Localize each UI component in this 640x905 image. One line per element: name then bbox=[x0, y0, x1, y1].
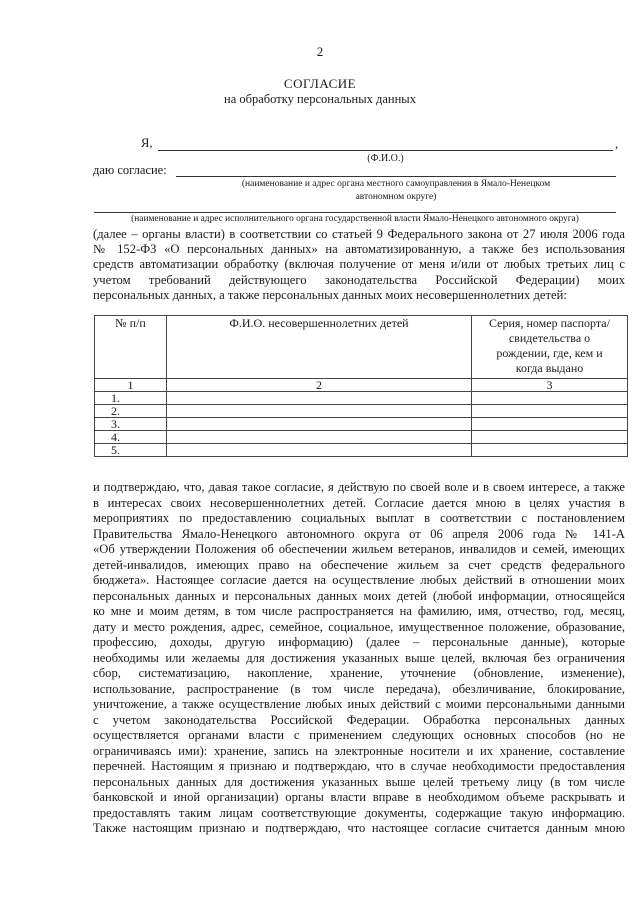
document-cell[interactable] bbox=[472, 405, 628, 418]
child-name-cell[interactable] bbox=[167, 444, 472, 457]
numbering-cell: 3 bbox=[472, 379, 628, 392]
row-number: 2. bbox=[95, 405, 167, 418]
org-caption-line1: (наименование и адрес органа местного самоуправления в Ямало-Ненецком bbox=[241, 179, 551, 189]
body-line: бюджета». Настоящее согласие дается на осуществление любых действий в отношении моих bbox=[93, 573, 625, 587]
table-numbering-row bbox=[95, 379, 628, 392]
body-line: сбор, систематизацию, накопление, хранение, уточнение (обновление, изменение), bbox=[93, 666, 625, 680]
header-child-name: Ф.И.О. несовершеннолетних детей bbox=[167, 316, 472, 379]
org-field-line[interactable] bbox=[176, 176, 616, 177]
body-line: уничтожение, а также осуществление любых иных действий с моими персональными данными bbox=[93, 697, 625, 711]
header-number: № п/п bbox=[95, 316, 167, 379]
intro-line: учетом требований действующего законодательства Российской Федерации) моих bbox=[93, 272, 625, 287]
intro-line: № 152-ФЗ «О персональных данных» на автоматизированную, а также без использования bbox=[93, 242, 625, 257]
header-document: Серия, номер паспорта/свидетельства о рождении, где, кем и когда выдано bbox=[472, 316, 628, 379]
document-title: СОГЛАСИЕ bbox=[283, 76, 357, 91]
table-header-row bbox=[95, 316, 628, 379]
body-line: и подтверждаю, что, давая такое согласие, я действую по своей воле и в своем интересе, а также bbox=[93, 480, 625, 494]
body-line: банковской и иной организации) органы власти вправе в необходимом объеме раскрывать и bbox=[93, 790, 625, 804]
body-line: осуществляется органами власти с применением следующих основных способов (но не bbox=[93, 728, 625, 742]
intro-line: (далее – органы власти) в соответствии со статьей 9 Федерального закона от 27 июля 2006 года bbox=[93, 227, 625, 241]
page-number: 2 bbox=[316, 44, 324, 59]
numbering-cell: 1 bbox=[95, 379, 167, 392]
document-cell[interactable] bbox=[472, 444, 628, 457]
body-line: перечней. Настоящим я признаю и подтверждаю, что в случае необходимости предоставления bbox=[93, 759, 625, 773]
fio-trailing-comma: , bbox=[615, 137, 619, 151]
fio-caption: (Ф.И.О.) bbox=[367, 153, 404, 164]
child-name-cell[interactable] bbox=[167, 405, 472, 418]
consent-label: даю согласие: bbox=[93, 163, 167, 177]
children-table bbox=[94, 315, 628, 457]
body-line: детей-инвалидов, имеющих право на обеспечение жильем за счет средств федерального bbox=[93, 557, 625, 572]
document-cell[interactable] bbox=[472, 418, 628, 431]
body-line: мероприятиях по предоставлению социальных выплат в соответствии с постановлением bbox=[93, 511, 625, 525]
row-number: 5. bbox=[95, 444, 167, 457]
body-line: Правительства Ямало-Ненецкого автономного округа от 06 апреля 2006 года № 141-А bbox=[93, 526, 625, 541]
child-name-cell[interactable] bbox=[167, 418, 472, 431]
body-line: в интересах своих несовершеннолетних детей. Согласие дается мною в целях участия в bbox=[93, 495, 625, 510]
body-line: дату и место рождения, адрес, семейное, социальное, имущественное положение, образование, bbox=[93, 619, 625, 634]
numbering-cell: 2 bbox=[167, 379, 472, 392]
body-line: персональных данных для достижения указанных выше целей третьему лицу (в том числе bbox=[93, 774, 625, 789]
table-row bbox=[95, 392, 628, 405]
body-line: необходимы или желаемы для достижения указанных выше целей, включая без ограничения bbox=[93, 650, 625, 665]
document-cell[interactable] bbox=[472, 431, 628, 444]
child-name-cell[interactable] bbox=[167, 392, 472, 405]
table-row bbox=[95, 431, 628, 444]
body-line: ограничиваясь ими): хранение, запись на электронные носители и их хранение, составление bbox=[93, 743, 625, 758]
body-line: предоставлять таким лицам соответствующие документы, содержащие такую информацию. bbox=[93, 805, 625, 820]
fio-field-line[interactable] bbox=[158, 150, 613, 151]
body-line: персональных данных и персональных данных моих детей (любой информации, относящейся bbox=[93, 588, 625, 603]
body-line: использование, распространение (в том числе передача), обезличивание, блокирование, bbox=[93, 681, 625, 696]
consent-body-paragraph bbox=[93, 480, 625, 837]
intro-line: персональных данных, а также персональных данных моих несовершеннолетних детей: bbox=[93, 287, 567, 302]
exec-caption: (наименование и адрес исполнительного органа государственной власти Ямало-Ненецкого автономного округа) bbox=[131, 214, 579, 224]
body-line: «Об утверждении Положения об обеспечении жильем ветеранов, инвалидов и семей, имеющих bbox=[93, 542, 625, 556]
document-subtitle: на обработку персональных данных bbox=[224, 92, 416, 106]
table-row bbox=[95, 418, 628, 431]
document-cell[interactable] bbox=[472, 392, 628, 405]
body-line: с учетом законодательства Российской Федерации. Обработка персональных данных bbox=[93, 712, 625, 727]
body-line: Также настоящим признаю и подтверждаю, что настоящее согласие считается данным мною bbox=[93, 821, 625, 835]
table-row bbox=[95, 444, 628, 457]
child-name-cell[interactable] bbox=[167, 431, 472, 444]
exec-field-line[interactable] bbox=[94, 212, 616, 213]
row-number: 3. bbox=[95, 418, 167, 431]
intro-line: средств автоматизации обработку (включая получение от меня и/или от любых третьих лиц с bbox=[93, 257, 625, 272]
row-number: 1. bbox=[95, 392, 167, 405]
i-label: Я, bbox=[141, 136, 153, 150]
org-caption-line2: автономном округе) bbox=[355, 192, 437, 202]
table-row bbox=[95, 405, 628, 418]
body-line: ко мне и моим детям, в том числе распространяется на фамилию, имя, отчество, год, месяц, bbox=[93, 604, 625, 618]
body-line: профессию, доходы, другую информацию) (далее – персональные данные), которые bbox=[93, 635, 625, 649]
intro-paragraph bbox=[93, 227, 625, 303]
row-number: 4. bbox=[95, 431, 167, 444]
